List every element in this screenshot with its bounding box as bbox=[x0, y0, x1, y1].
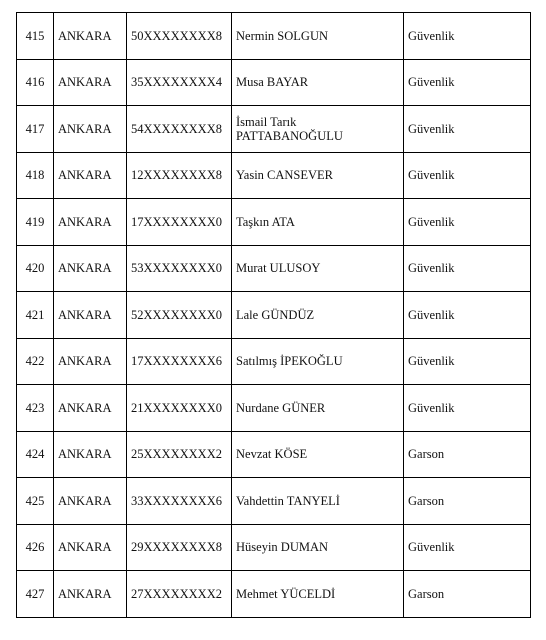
id-number-cell: 17XXXXXXXX0 bbox=[127, 199, 232, 246]
document-page bbox=[16, 12, 530, 626]
role-cell: Garson bbox=[404, 431, 531, 478]
table-row bbox=[17, 338, 531, 385]
name-line: PATTABANOĞULU bbox=[236, 128, 343, 143]
name-cell bbox=[232, 152, 404, 199]
id-number-cell: 21XXXXXXXX0 bbox=[127, 385, 232, 432]
table-row bbox=[17, 431, 531, 478]
id-number-cell: 17XXXXXXXX6 bbox=[127, 338, 232, 385]
city-cell: ANKARA bbox=[54, 524, 127, 571]
row-number-cell: 420 bbox=[17, 245, 54, 292]
name-cell bbox=[232, 571, 404, 618]
city-cell: ANKARA bbox=[54, 59, 127, 106]
id-number-cell: 54XXXXXXXX8 bbox=[127, 106, 232, 153]
personnel-table bbox=[16, 12, 531, 618]
row-number-cell: 424 bbox=[17, 431, 54, 478]
city-cell: ANKARA bbox=[54, 478, 127, 525]
role-cell: Güvenlik bbox=[404, 152, 531, 199]
name-line: Satılmış İPEKOĞLU bbox=[236, 354, 343, 369]
name-cell bbox=[232, 292, 404, 339]
name-line: Mehmet YÜCELDİ bbox=[236, 586, 336, 601]
table-row bbox=[17, 478, 531, 525]
name-line: Murat ULUSOY bbox=[236, 261, 321, 276]
role-cell: Güvenlik bbox=[404, 385, 531, 432]
table-body bbox=[17, 13, 531, 618]
row-number-cell: 417 bbox=[17, 106, 54, 153]
id-number-cell: 29XXXXXXXX8 bbox=[127, 524, 232, 571]
name-line: Hüseyin DUMAN bbox=[236, 540, 329, 555]
role-cell: Güvenlik bbox=[404, 245, 531, 292]
row-number-cell: 418 bbox=[17, 152, 54, 199]
role-cell: Güvenlik bbox=[404, 106, 531, 153]
table-row bbox=[17, 13, 531, 60]
name-line: Nermin SOLGUN bbox=[236, 28, 329, 43]
role-cell: Güvenlik bbox=[404, 13, 531, 60]
row-number-cell: 416 bbox=[17, 59, 54, 106]
table-row bbox=[17, 106, 531, 153]
row-number-cell: 425 bbox=[17, 478, 54, 525]
table-row bbox=[17, 524, 531, 571]
name-line: Yasin CANSEVER bbox=[236, 168, 334, 183]
city-cell: ANKARA bbox=[54, 152, 127, 199]
table-row bbox=[17, 245, 531, 292]
name-cell bbox=[232, 431, 404, 478]
role-cell: Güvenlik bbox=[404, 338, 531, 385]
table-row bbox=[17, 199, 531, 246]
row-number-cell: 419 bbox=[17, 199, 54, 246]
name-cell bbox=[232, 524, 404, 571]
id-number-cell: 27XXXXXXXX2 bbox=[127, 571, 232, 618]
city-cell: ANKARA bbox=[54, 245, 127, 292]
role-cell: Güvenlik bbox=[404, 292, 531, 339]
id-number-cell: 52XXXXXXXX0 bbox=[127, 292, 232, 339]
row-number-cell: 421 bbox=[17, 292, 54, 339]
row-number-cell: 423 bbox=[17, 385, 54, 432]
row-number-cell: 427 bbox=[17, 571, 54, 618]
table-row bbox=[17, 292, 531, 339]
row-number-cell: 415 bbox=[17, 13, 54, 60]
id-number-cell: 50XXXXXXXX8 bbox=[127, 13, 232, 60]
name-line: Nurdane GÜNER bbox=[236, 400, 326, 415]
table-row bbox=[17, 571, 531, 618]
role-cell: Güvenlik bbox=[404, 199, 531, 246]
row-number-cell: 426 bbox=[17, 524, 54, 571]
role-cell: Garson bbox=[404, 478, 531, 525]
table-row bbox=[17, 385, 531, 432]
name-line: Nevzat KÖSE bbox=[236, 447, 308, 462]
name-cell bbox=[232, 13, 404, 60]
city-cell: ANKARA bbox=[54, 338, 127, 385]
role-cell: Güvenlik bbox=[404, 524, 531, 571]
name-cell bbox=[232, 245, 404, 292]
id-number-cell: 25XXXXXXXX2 bbox=[127, 431, 232, 478]
city-cell: ANKARA bbox=[54, 106, 127, 153]
city-cell: ANKARA bbox=[54, 385, 127, 432]
name-line: Lale GÜNDÜZ bbox=[236, 307, 315, 322]
city-cell: ANKARA bbox=[54, 13, 127, 60]
name-cell bbox=[232, 59, 404, 106]
table-row bbox=[17, 152, 531, 199]
id-number-cell: 35XXXXXXXX4 bbox=[127, 59, 232, 106]
name-cell bbox=[232, 199, 404, 246]
name-cell bbox=[232, 385, 404, 432]
name-cell bbox=[232, 478, 404, 525]
role-cell: Güvenlik bbox=[404, 59, 531, 106]
name-line: İsmail Tarık bbox=[236, 114, 297, 129]
name-line: Musa BAYAR bbox=[236, 75, 309, 90]
name-line: Taşkın ATA bbox=[236, 214, 295, 229]
table-row bbox=[17, 59, 531, 106]
city-cell: ANKARA bbox=[54, 571, 127, 618]
city-cell: ANKARA bbox=[54, 292, 127, 339]
city-cell: ANKARA bbox=[54, 431, 127, 478]
row-number-cell: 422 bbox=[17, 338, 54, 385]
name-cell bbox=[232, 106, 404, 153]
city-cell: ANKARA bbox=[54, 199, 127, 246]
id-number-cell: 53XXXXXXXX0 bbox=[127, 245, 232, 292]
role-cell: Garson bbox=[404, 571, 531, 618]
name-line: Vahdettin TANYELİ bbox=[236, 493, 340, 508]
id-number-cell: 12XXXXXXXX8 bbox=[127, 152, 232, 199]
id-number-cell: 33XXXXXXXX6 bbox=[127, 478, 232, 525]
name-cell bbox=[232, 338, 404, 385]
